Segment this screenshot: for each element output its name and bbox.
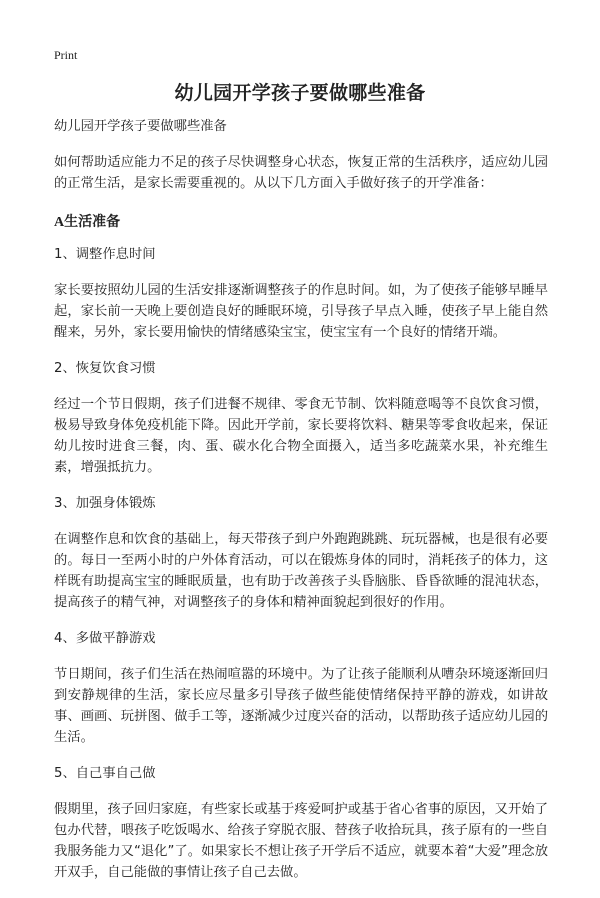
- intro-paragraph: 如何帮助适应能力不足的孩子尽快调整身心状态，恢复正常的生活秩序，适应幼儿园的正常生活，是家长需要重视的。从以下几方面入手做好孩子的开学准备：: [54, 155, 548, 191]
- print-link[interactable]: Print: [54, 48, 78, 62]
- item-body: 在调整作息和饮食的基础上，每天带孩子到户外跑跑跳跳、玩玩器械，也是很有必要的。每日一至两小时的户外体育活动，可以在锻炼身体的同时，消耗孩子的体力，这样既有助提高宝宝的睡眠质量，也有助于改善孩子头昏脑胀、昏昏欲睡的混沌状态，提高孩子的精气神，对调整孩子的身体和精神面貌起到很好的作用。: [54, 532, 548, 610]
- section-item-5: [54, 763, 548, 883]
- item-body: 假期里，孩子回归家庭，有些家长或基于疼爱呵护或基于省心省事的原因，又开始了包办代替，喂孩子吃饭喝水、给孩子穿脱衣服、替孩子收拾玩具，孩子原有的一些自我服务能力又“退化”了。如果家长不想让孩子开学后不适应，就要本着“大爱”理念放开双手，自己能做的事情让孩子自己去做。: [54, 802, 548, 880]
- item-heading: 4、多做平静游戏: [54, 631, 156, 646]
- section-item-1: [54, 244, 548, 343]
- item-heading: 2、恢复饮食习惯: [54, 361, 156, 376]
- page-title: 幼儿园开学孩子要做哪些准备: [174, 82, 426, 104]
- section-heading: A生活准备: [54, 215, 121, 230]
- item-heading: 5、自己事自己做: [54, 766, 156, 781]
- item-body: 经过一个节日假期，孩子们进餐不规律、零食无节制、饮料随意喝等不良饮食习惯，极易导致身体免疫机能下降。因此开学前，家长要将饮料、糖果等零食收起来，保证幼儿按时进食三餐，肉、蛋、碳水化合物全面摄入，适当多吃蔬菜水果，补充维生素，增强抵抗力。: [54, 397, 548, 475]
- section-item-3: [54, 493, 548, 613]
- item-heading: 3、加强身体锻炼: [54, 496, 156, 511]
- section-item-2: [54, 358, 548, 478]
- item-body: 家长要按照幼儿园的生活安排逐渐调整孩子的作息时间。如，为了使孩子能够早睡早起，家长前一天晚上要创造良好的睡眠环境，引导孩子早点入睡，使孩子早上能自然醒来，另外，家长要用愉快的情绪感染宝宝，使宝宝有一个良好的情绪开端。: [54, 283, 548, 340]
- section-item-4: [54, 628, 548, 748]
- article-body: [54, 116, 548, 898]
- item-heading: 1、调整作息时间: [54, 247, 156, 262]
- item-body: 节日期间，孩子们生活在热闹喧嚣的环境中。为了让孩子能顺利从嘈杂环境逐渐回归到安静规律的生活，家长应尽量多引导孩子做些能使情绪保持平静的游戏，如讲故事、画画、玩拼图、做手工等，逐渐减少过度兴奋的活动，以帮助孩子适应幼儿园的生活。: [54, 667, 548, 745]
- article-subtitle: 幼儿园开学孩子要做哪些准备: [54, 119, 227, 134]
